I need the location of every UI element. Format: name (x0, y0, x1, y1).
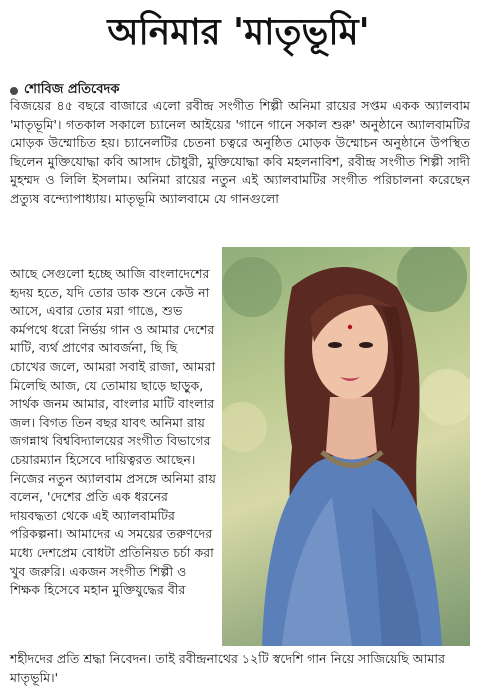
byline-text: শোবিজ প্রতিবেদক (24, 82, 120, 97)
article-paragraph-column: আছে সেগুলো হচ্ছে আজি বাংলাদেশের হৃদয় হতে, যদি তোর ডাক শুনে কেউ না আসে, এবার তোর মরা গাঙে, শুভ কর্মপথে ধরো নির্ভয় গান ও আমার দেশের মাটি, ব্যর্থ প্রাণের আবর্জনা, ছি ছি চোখের জলে, আমরা সবাই রাজা, আমরা মিলেছি আজ, যে তোমায় ছাড়ে ছাড়ুক, সার্থক জনম আমার, বাংলার মাটি বাংলার জল। বিগত তিন বছর যাবৎ অনিমা রায় জগন্নাথ বিশ্ববিদ্যালয়ের সংগীত বিভাগের চেয়ারম্যান হিসেবে দায়িত্বরত আছেন। নিজের নতুন অ্যালবাম প্রসঙ্গে অনিমা রায় বলেন, 'দেশের প্রতি এক ধরনের দায়বদ্ধতা থেকে এই অ্যালবামটির পরিকল্পনা। আমাদের এ সময়ের তরুণদের মধ্যে দেশপ্রেম বোধটা প্রতিনিয়ত চর্চা করা খুব জরুরি। একজন সংগীত শিল্পী ও শিক্ষক হিসেবে মহান মুক্তিযুদ্ধের বীর (10, 266, 216, 598)
singer-illustration (222, 247, 470, 646)
singer-photo (222, 247, 470, 646)
headline: অনিমার 'মাতৃভূমি' (107, 11, 370, 53)
article-paragraph-bottom: শহীদদের প্রতি শ্রদ্ধা নিবেদন। তাই রবীন্দ্রনাথের ১২টি স্বদেশি গান নিয়ে সাজিয়েছি আমার মাতৃভূমি।' (10, 651, 445, 685)
article-paragraph-top: বিজয়ের ৪৫ বছরে বাজারে এলো রবীন্দ্র সংগীত শিল্পী অনিমা রায়ের সপ্তম একক অ্যালবাম 'মাতৃভূমি'। গতকাল সকালে চ্যানেল আইয়ের 'গানে গানে সকাল শুরু' অনুষ্ঠানে অ্যালবামটির মোড়ক উম্মোচিত হয়। চ্যানেলটির চেতনা চত্বরে অনুষ্ঠিত মোড়ক উম্মোচন অনুষ্ঠানে উপস্থিত ছিলেন মুক্তিযোদ্ধা কবি আসাদ চৌধুরী, মুক্তিযোদ্ধা কবি মহলনাবিশ, রবীন্দ্র সংগীত শিল্পী সাদী মুহম্মদ ও লিলি ইসলাম। অনিমা রায়ের নতুন এই অ্যালবামটির সংগীত পরিচালনা করেছেন প্রত্যুষ বন্দ্যোপাধ্যায়। মাতৃভূমি অ্যালবামে যে গানগুলো (10, 98, 470, 206)
bullet-icon (10, 87, 18, 95)
